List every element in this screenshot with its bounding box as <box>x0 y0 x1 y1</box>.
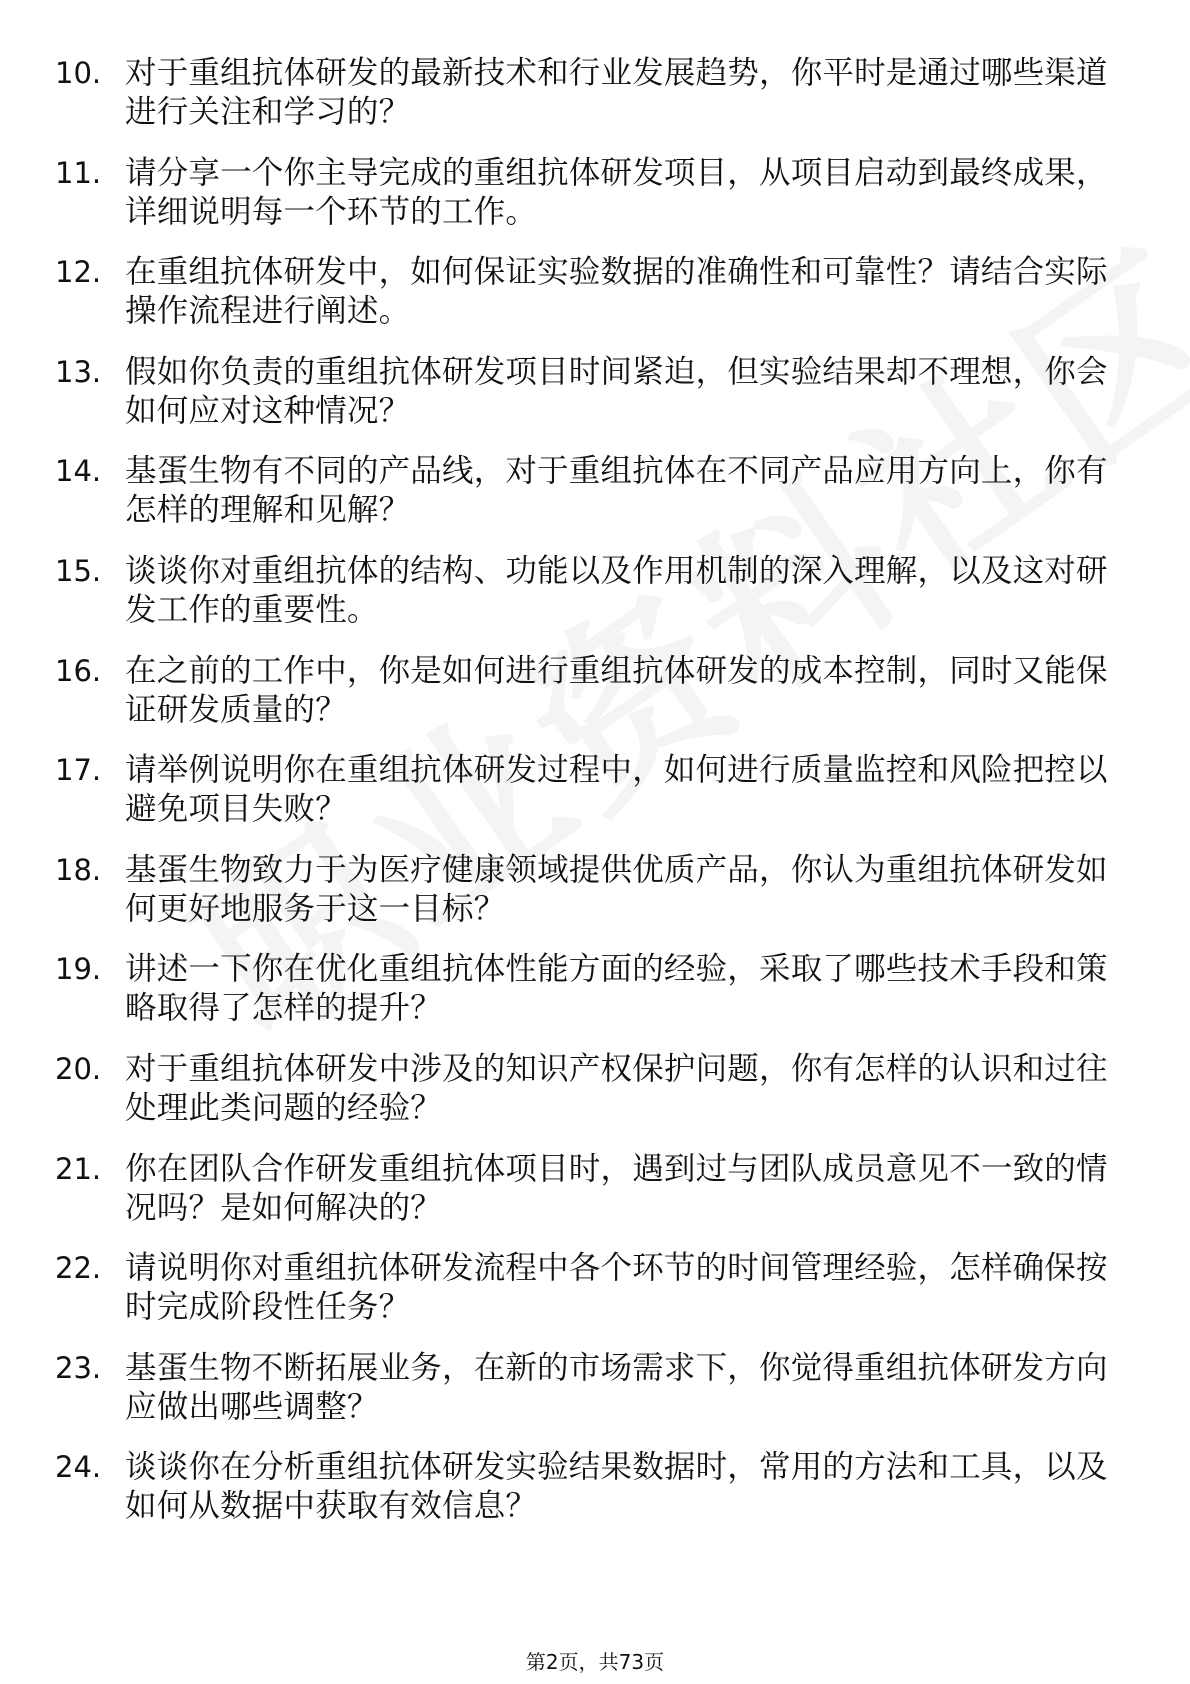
question-text: 请举例说明你在重组抗体研发过程中，如何进行质量监控和风险把控以避免项目失败？ <box>125 752 1108 828</box>
question-text: 请分享一个你主导完成的重组抗体研发项目，从项目启动到最终成果，详细说明每一个环节的工作。 <box>125 154 1108 230</box>
question-text: 基蛋生物有不同的产品线，对于重组抗体在不同产品应用方向上，你有怎样的理解和见解？ <box>125 453 1108 529</box>
question-item <box>55 353 1115 453</box>
question-number: 10. <box>55 56 102 90</box>
question-number: 11. <box>55 155 102 190</box>
question-item <box>55 1249 1115 1349</box>
question-item <box>55 751 1115 851</box>
question-number: 22. <box>55 1251 102 1286</box>
question-number: 13. <box>55 354 102 389</box>
question-text: 请说明你对重组抗体研发流程中各个环节的时间管理经验，怎样确保按时完成阶段性任务？ <box>125 1250 1108 1326</box>
question-text: 对于重组抗体研发中涉及的知识产权保护问题，你有怎样的认识和过往处理此类问题的经验？ <box>125 1050 1108 1126</box>
question-item <box>55 950 1115 1050</box>
question-text: 谈谈你对重组抗体的结构、功能以及作用机制的深入理解，以及这对研发工作的重要性。 <box>125 552 1108 628</box>
question-number: 15. <box>55 553 102 588</box>
question-number: 21. <box>55 1151 102 1186</box>
question-number: 24. <box>55 1450 102 1485</box>
question-item <box>55 851 1115 951</box>
question-text: 谈谈你在分析重组抗体研发实验结果数据时，常用的方法和工具，以及如何从数据中获取有效信息？ <box>125 1449 1108 1525</box>
question-item <box>55 1050 1115 1150</box>
question-text: 在之前的工作中，你是如何进行重组抗体研发的成本控制，同时又能保证研发质量的？ <box>125 652 1108 728</box>
question-item <box>55 1150 1115 1250</box>
question-number: 23. <box>55 1350 102 1385</box>
question-text: 假如你负责的重组抗体研发项目时间紧迫，但实验结果却不理想，你会如何应对这种情况？ <box>125 353 1108 429</box>
page-footer: 第2页，共73页 <box>525 1650 665 1674</box>
question-number: 18. <box>55 852 102 887</box>
question-item <box>55 652 1115 752</box>
question-item <box>55 154 1115 254</box>
question-item <box>55 54 1115 154</box>
question-number: 17. <box>55 753 102 788</box>
question-text: 讲述一下你在优化重组抗体性能方面的经验，采取了哪些技术手段和策略取得了怎样的提升？ <box>125 951 1108 1027</box>
question-list <box>55 54 1115 1548</box>
question-number: 12. <box>55 255 102 290</box>
question-number: 19. <box>55 952 102 987</box>
question-item <box>55 253 1115 353</box>
question-text: 你在团队合作研发重组抗体项目时，遇到过与团队成员意见不一致的情况吗？是如何解决的？ <box>125 1150 1108 1226</box>
question-text: 对于重组抗体研发的最新技术和行业发展趋势，你平时是通过哪些渠道进行关注和学习的？ <box>125 55 1108 130</box>
question-number: 16. <box>55 653 102 688</box>
question-item <box>55 452 1115 552</box>
question-number: 14. <box>55 454 102 489</box>
question-item <box>55 1349 1115 1449</box>
question-item <box>55 552 1115 652</box>
question-number: 20. <box>55 1051 102 1086</box>
question-item <box>55 1448 1115 1548</box>
question-text: 在重组抗体研发中，如何保证实验数据的准确性和可靠性？请结合实际操作流程进行阐述。 <box>125 254 1108 330</box>
question-text: 基蛋生物致力于为医疗健康领域提供优质产品，你认为重组抗体研发如何更好地服务于这一目标？ <box>125 851 1108 927</box>
question-text: 基蛋生物不断拓展业务，在新的市场需求下，你觉得重组抗体研发方向应做出哪些调整？ <box>125 1349 1108 1425</box>
